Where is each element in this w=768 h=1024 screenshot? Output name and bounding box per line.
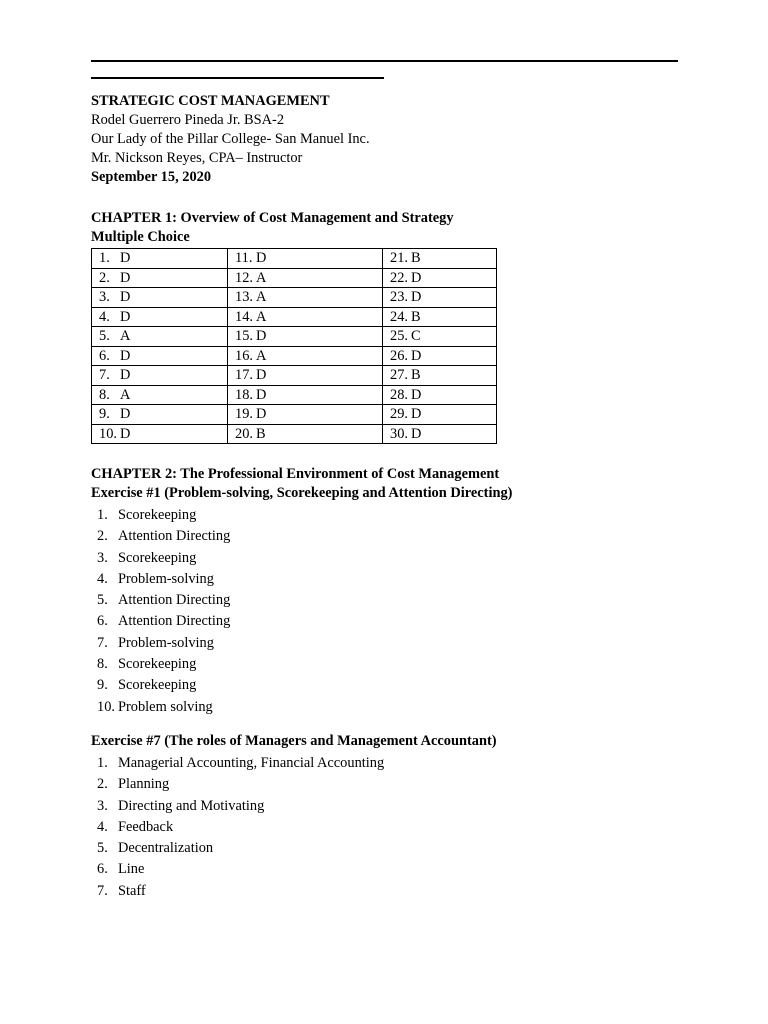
table-row bbox=[92, 268, 497, 288]
answer-letter: D bbox=[256, 367, 267, 384]
answer-cell bbox=[383, 405, 497, 425]
answer-letter: D bbox=[411, 386, 422, 403]
list-item-number: 3. bbox=[97, 549, 108, 566]
answer-cell bbox=[383, 249, 497, 269]
question-number: 4. bbox=[99, 308, 110, 325]
question-number: 26. bbox=[390, 347, 408, 364]
answer-cell bbox=[228, 307, 383, 327]
list-item-text: Attention Directing bbox=[118, 528, 231, 545]
list-item bbox=[97, 774, 691, 795]
table-row bbox=[92, 346, 497, 366]
question-number: 15. bbox=[235, 328, 253, 345]
multiple-choice-table bbox=[91, 248, 497, 444]
list-item bbox=[97, 796, 691, 817]
answer-letter: D bbox=[120, 406, 131, 423]
list-item bbox=[97, 881, 691, 902]
answer-letter: B bbox=[411, 250, 421, 267]
list-item-text: Problem-solving bbox=[118, 570, 214, 587]
list-item bbox=[97, 697, 691, 718]
question-number: 8. bbox=[99, 386, 110, 403]
question-number: 5. bbox=[99, 328, 110, 345]
exercise7-title: Exercise #7 (The roles of Managers and Management Accountant) bbox=[91, 732, 497, 749]
question-number: 16. bbox=[235, 347, 253, 364]
list-item-text: Feedback bbox=[118, 818, 174, 835]
answer-cell bbox=[92, 346, 228, 366]
list-item-text: Planning bbox=[118, 776, 170, 793]
list-item-number: 10. bbox=[97, 698, 115, 715]
answer-letter: D bbox=[256, 328, 267, 345]
list-item bbox=[97, 526, 691, 547]
question-number: 27. bbox=[390, 367, 408, 384]
answer-cell bbox=[92, 307, 228, 327]
list-item-number: 1. bbox=[97, 754, 108, 771]
list-item-text: Attention Directing bbox=[118, 592, 231, 609]
chapter2-title: CHAPTER 2: The Professional Environment of Cost Management bbox=[91, 466, 500, 482]
answer-cell bbox=[383, 385, 497, 405]
question-number: 18. bbox=[235, 386, 253, 403]
answer-cell bbox=[228, 346, 383, 366]
list-item bbox=[97, 654, 691, 675]
list-item-number: 1. bbox=[97, 507, 108, 523]
list-item-number: 6. bbox=[97, 613, 108, 630]
list-item bbox=[97, 611, 691, 632]
document-body bbox=[91, 92, 691, 902]
answer-cell bbox=[228, 366, 383, 386]
question-number: 22. bbox=[390, 269, 408, 286]
chapter1-subtitle: Multiple Choice bbox=[91, 229, 190, 245]
answer-letter: D bbox=[411, 406, 422, 423]
answer-cell bbox=[228, 327, 383, 347]
question-number: 21. bbox=[390, 250, 408, 267]
list-item-text: Scorekeeping bbox=[118, 507, 197, 523]
list-item bbox=[97, 590, 691, 611]
answer-cell bbox=[383, 288, 497, 308]
school-name: Our Lady of the Pillar College- San Manuel Inc. bbox=[91, 131, 370, 147]
question-number: 1. bbox=[99, 250, 110, 267]
answer-cell bbox=[228, 249, 383, 269]
question-number: 11. bbox=[235, 250, 253, 267]
exercise7-list bbox=[91, 753, 691, 902]
list-item bbox=[97, 859, 691, 880]
answer-letter: A bbox=[120, 328, 131, 345]
answer-letter: D bbox=[120, 308, 131, 325]
answer-cell bbox=[383, 327, 497, 347]
list-item-text: Decentralization bbox=[118, 840, 214, 857]
answer-letter: B bbox=[411, 308, 421, 325]
question-number: 28. bbox=[390, 386, 408, 403]
exercise1-title: Exercise #1 (Problem-solving, Scorekeeping and Attention Directing) bbox=[91, 485, 513, 501]
list-item-text: Directing and Motivating bbox=[118, 797, 265, 814]
list-item-text: Managerial Accounting, Financial Accounting bbox=[118, 754, 385, 771]
answer-cell bbox=[92, 405, 228, 425]
list-item-number: 2. bbox=[97, 528, 108, 545]
table-row bbox=[92, 327, 497, 347]
list-item bbox=[97, 753, 691, 774]
list-item-text: Scorekeeping bbox=[118, 549, 197, 566]
answer-cell bbox=[92, 249, 228, 269]
answer-letter: A bbox=[256, 269, 267, 286]
list-item bbox=[97, 817, 691, 838]
answer-cell bbox=[383, 424, 497, 444]
answer-letter: D bbox=[411, 425, 422, 442]
answer-letter: A bbox=[256, 289, 267, 306]
list-item-number: 4. bbox=[97, 570, 108, 587]
question-number: 13. bbox=[235, 289, 253, 306]
answer-letter: D bbox=[411, 269, 422, 286]
table-row bbox=[92, 385, 497, 405]
answer-letter: D bbox=[120, 269, 131, 286]
list-item-number: 7. bbox=[97, 882, 108, 899]
list-item-text: Attention Directing bbox=[118, 613, 231, 630]
list-item-number: 5. bbox=[97, 592, 108, 609]
question-number: 23. bbox=[390, 289, 408, 306]
question-number: 25. bbox=[390, 328, 408, 345]
table-row bbox=[92, 288, 497, 308]
answer-letter: D bbox=[120, 289, 131, 306]
question-number: 17. bbox=[235, 367, 253, 384]
answer-letter: B bbox=[256, 425, 266, 442]
list-item-text: Line bbox=[118, 861, 145, 878]
list-item-text: Scorekeeping bbox=[118, 677, 197, 694]
answer-cell bbox=[228, 385, 383, 405]
list-item-number: 3. bbox=[97, 797, 108, 814]
list-item bbox=[97, 505, 691, 526]
question-number: 6. bbox=[99, 347, 110, 364]
question-number: 30. bbox=[390, 425, 408, 442]
answer-cell bbox=[92, 288, 228, 308]
question-number: 24. bbox=[390, 308, 408, 325]
answer-cell bbox=[383, 268, 497, 288]
answer-letter: D bbox=[120, 250, 131, 267]
answer-letter: D bbox=[256, 406, 267, 423]
answer-letter: D bbox=[120, 425, 131, 442]
list-item-number: 4. bbox=[97, 818, 108, 835]
list-item-number: 2. bbox=[97, 776, 108, 793]
answer-cell bbox=[383, 366, 497, 386]
list-item-number: 9. bbox=[97, 677, 108, 694]
answer-cell bbox=[92, 385, 228, 405]
answer-cell bbox=[228, 268, 383, 288]
answer-cell bbox=[383, 346, 497, 366]
answer-letter: D bbox=[256, 250, 267, 267]
answer-letter: D bbox=[411, 289, 422, 306]
header-rule-long bbox=[91, 60, 678, 62]
question-number: 14. bbox=[235, 308, 253, 325]
list-item-text: Staff bbox=[118, 882, 146, 899]
list-item-text: Problem solving bbox=[118, 698, 213, 715]
document-title: STRATEGIC COST MANAGEMENT bbox=[91, 93, 330, 109]
list-item-text: Scorekeeping bbox=[118, 656, 197, 673]
question-number: 19. bbox=[235, 406, 253, 423]
question-number: 20. bbox=[235, 425, 253, 442]
table-row bbox=[92, 249, 497, 269]
answer-cell bbox=[228, 288, 383, 308]
answer-letter: D bbox=[256, 386, 267, 403]
list-item-number: 6. bbox=[97, 861, 108, 878]
list-item bbox=[97, 675, 691, 696]
table-row bbox=[92, 307, 497, 327]
instructor-name: Mr. Nickson Reyes, CPA– Instructor bbox=[91, 150, 303, 166]
answer-cell bbox=[228, 405, 383, 425]
student-name: Rodel Guerrero Pineda Jr. BSA-2 bbox=[91, 112, 285, 128]
answer-letter: A bbox=[120, 386, 131, 403]
header-rule-short bbox=[91, 77, 384, 79]
table-row bbox=[92, 366, 497, 386]
document-date: September 15, 2020 bbox=[91, 169, 212, 185]
question-number: 2. bbox=[99, 269, 110, 286]
question-number: 12. bbox=[235, 269, 253, 286]
answer-cell bbox=[228, 424, 383, 444]
chapter1-title: CHAPTER 1: Overview of Cost Management and Strategy bbox=[91, 210, 454, 226]
answer-letter: D bbox=[120, 367, 131, 384]
question-number: 9. bbox=[99, 406, 110, 423]
question-number: 10. bbox=[99, 425, 117, 442]
exercise1-list bbox=[91, 505, 691, 718]
answer-letter: D bbox=[120, 347, 131, 364]
list-item-number: 5. bbox=[97, 840, 108, 857]
table-row bbox=[92, 424, 497, 444]
answer-cell bbox=[92, 366, 228, 386]
answer-letter: D bbox=[411, 347, 422, 364]
answer-letter: A bbox=[256, 308, 267, 325]
list-item bbox=[97, 569, 691, 590]
answer-letter: A bbox=[256, 347, 267, 364]
list-item bbox=[97, 633, 691, 654]
list-item bbox=[97, 838, 691, 859]
answer-cell bbox=[92, 268, 228, 288]
table-row bbox=[92, 405, 497, 425]
answer-letter: B bbox=[411, 367, 421, 384]
list-item bbox=[97, 548, 691, 569]
list-item-number: 8. bbox=[97, 656, 108, 673]
question-number: 3. bbox=[99, 289, 110, 306]
question-number: 29. bbox=[390, 406, 408, 423]
list-item-text: Problem-solving bbox=[118, 634, 214, 651]
answer-cell bbox=[92, 327, 228, 347]
answer-letter: C bbox=[411, 328, 421, 345]
answer-cell bbox=[383, 307, 497, 327]
answer-cell bbox=[92, 424, 228, 444]
question-number: 7. bbox=[99, 367, 110, 384]
list-item-number: 7. bbox=[97, 634, 108, 651]
